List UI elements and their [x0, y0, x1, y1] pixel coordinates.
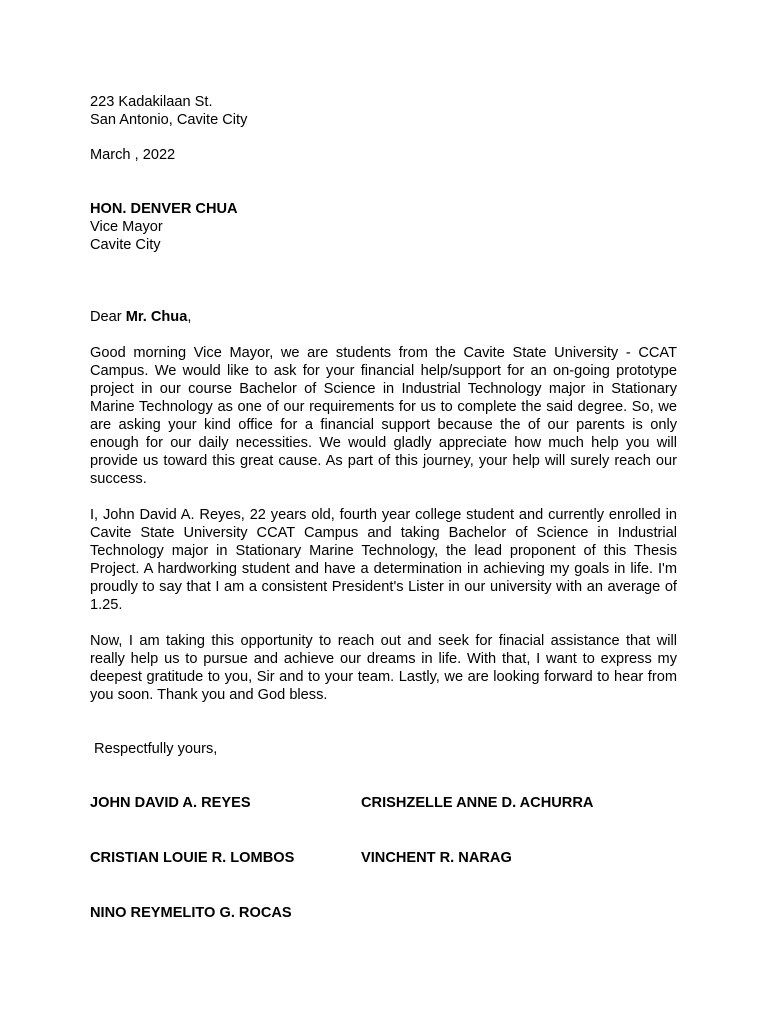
recipient-block — [90, 200, 677, 254]
sender-street: 223 Kadakilaan St. — [90, 94, 213, 110]
salutation-suffix: , — [187, 309, 192, 325]
signatory-name: VINCHENT R. NARAG — [361, 850, 512, 866]
body-paragraph-2: I, John David A. Reyes, 22 years old, fourth year college student and currently enrolled in Cavite State University CCAT Campus and taking Bachelor of Science in Industrial Technology major in Stationary Marine Technology, the lead proponent of this Thesis Project. A hardworking student and have a determination in achieving my goals in life. I'm proudly to say that I am a consistent President's Lister in our university with an average of 1.25. — [90, 507, 677, 613]
letter-page — [90, 93, 677, 922]
body-paragraph-1: Good morning Vice Mayor, we are students from the Cavite State University - CCAT Campus. We would like to ask for your financial help/support for an on-going prototype project in our course Bachelor of Science in Industrial Technology major in Stationary Marine Technology as one of our requirements for us to complete the said degree. So, we are asking your kind office for a financial support because the of our parents is only enough for our daily necessities. We would gladly appreciate how much help you will provide us toward this great cause. As part of this journey, your help will surely reach our success. — [90, 345, 677, 487]
signatory-name: CRISTIAN LOUIE R. LOMBOS — [90, 850, 295, 866]
recipient-title: Vice Mayor — [90, 219, 163, 235]
letter-date: March , 2022 — [90, 147, 176, 163]
sender-address — [90, 93, 677, 129]
closing: Respectfully yours, — [90, 741, 218, 757]
signature-row-1 — [90, 794, 677, 812]
recipient-city: Cavite City — [90, 237, 161, 253]
recipient-name: HON. DENVER CHUA — [90, 201, 238, 217]
salutation-prefix: Dear — [90, 309, 126, 325]
salutation — [90, 308, 677, 326]
signatory-name: CRISHZELLE ANNE D. ACHURRA — [361, 795, 594, 811]
signatory-name: JOHN DAVID A. REYES — [90, 795, 251, 811]
body-paragraph-3: Now, I am taking this opportunity to reach out and seek for finacial assistance that will really help us to pursue and achieve our dreams in life. With that, I want to express my deepest gratitude to you, Sir and to your team. Lastly, we are looking forward to hear from you soon. Thank you and God bless. — [90, 633, 677, 703]
salutation-name: Mr. Chua — [125, 309, 188, 325]
signatory-name: NINO REYMELITO G. ROCAS — [90, 905, 292, 921]
signature-row-2 — [90, 849, 677, 867]
signature-row-3 — [90, 904, 677, 922]
sender-city: San Antonio, Cavite City — [90, 112, 248, 128]
